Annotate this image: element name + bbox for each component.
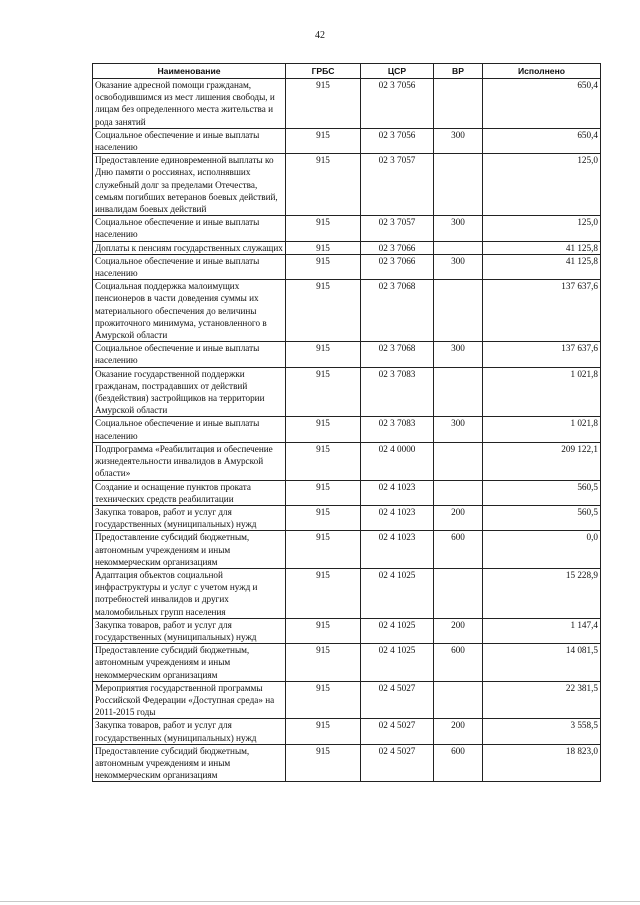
- table-header-row: [93, 64, 601, 79]
- row-vr-cell: [434, 367, 483, 417]
- row-name-cell: Закупка товаров, работ и услуг для государственных (муниципальных) нужд: [93, 618, 286, 643]
- table-row: [93, 216, 601, 241]
- row-vr-cell: 300: [434, 417, 483, 442]
- row-executed-cell: 0,0: [483, 531, 601, 569]
- header-name: Наименование: [93, 64, 286, 79]
- table-row: [93, 154, 601, 216]
- row-executed-cell: 41 125,8: [483, 254, 601, 279]
- row-executed-cell: 560,5: [483, 505, 601, 530]
- row-grbs-cell: 915: [286, 241, 361, 254]
- row-vr-cell: 300: [434, 128, 483, 153]
- table-row: [93, 568, 601, 618]
- row-vr-cell: [434, 154, 483, 216]
- row-vr-cell: 300: [434, 254, 483, 279]
- row-grbs-cell: 915: [286, 154, 361, 216]
- header-vr: ВР: [434, 64, 483, 79]
- row-csr-cell: 02 3 7057: [361, 216, 434, 241]
- row-grbs-cell: 915: [286, 128, 361, 153]
- row-grbs-cell: 915: [286, 505, 361, 530]
- row-executed-cell: 41 125,8: [483, 241, 601, 254]
- row-vr-cell: [434, 568, 483, 618]
- table-row: [93, 480, 601, 505]
- table-row: [93, 744, 601, 782]
- row-name-cell: Подпрограмма «Реабилитация и обеспечение жизнедеятельности инвалидов в Амурской области»: [93, 442, 286, 480]
- row-vr-cell: [434, 79, 483, 129]
- row-csr-cell: 02 4 1025: [361, 618, 434, 643]
- row-grbs-cell: 915: [286, 342, 361, 367]
- row-vr-cell: [434, 480, 483, 505]
- row-name-cell: Социальное обеспечение и иные выплаты населению: [93, 254, 286, 279]
- row-csr-cell: 02 4 5027: [361, 744, 434, 782]
- row-name-cell: Оказание адресной помощи гражданам, освободившимся из мест лишения свободы, и лицам без определенного места жительства и рода занятий: [93, 79, 286, 129]
- row-name-cell: Социальное обеспечение и иные выплаты населению: [93, 417, 286, 442]
- row-name-cell: Мероприятия государственной программы Российской Федерации «Доступная среда» на 2011-2015 годы: [93, 681, 286, 719]
- row-name-cell: Предоставление субсидий бюджетным, автономным учреждениям и иным некоммерческим организациям: [93, 644, 286, 682]
- row-grbs-cell: 915: [286, 644, 361, 682]
- row-executed-cell: 125,0: [483, 216, 601, 241]
- row-executed-cell: 18 823,0: [483, 744, 601, 782]
- row-csr-cell: 02 4 1025: [361, 644, 434, 682]
- row-name-cell: Закупка товаров, работ и услуг для государственных (муниципальных) нужд: [93, 505, 286, 530]
- row-vr-cell: 300: [434, 216, 483, 241]
- row-grbs-cell: 915: [286, 618, 361, 643]
- table-row: [93, 128, 601, 153]
- row-csr-cell: 02 3 7066: [361, 254, 434, 279]
- header-grbs: ГРБС: [286, 64, 361, 79]
- row-name-cell: Социальное обеспечение и иные выплаты населению: [93, 128, 286, 153]
- row-csr-cell: 02 4 0000: [361, 442, 434, 480]
- row-name-cell: Адаптация объектов социальной инфраструктуры и услуг с учетом нужд и потребностей инвалидов и других маломобильных групп населения: [93, 568, 286, 618]
- row-vr-cell: [434, 280, 483, 342]
- row-grbs-cell: 915: [286, 480, 361, 505]
- table-row: [93, 241, 601, 254]
- table-row: [93, 280, 601, 342]
- row-vr-cell: 200: [434, 618, 483, 643]
- row-grbs-cell: 915: [286, 442, 361, 480]
- row-name-cell: Предоставление субсидий бюджетным, автономным учреждениям и иным некоммерческим организациям: [93, 531, 286, 569]
- row-grbs-cell: 915: [286, 417, 361, 442]
- row-vr-cell: [434, 442, 483, 480]
- table-row: [93, 505, 601, 530]
- row-executed-cell: 22 381,5: [483, 681, 601, 719]
- row-executed-cell: 137 637,6: [483, 342, 601, 367]
- table-row: [93, 79, 601, 129]
- table-row: [93, 342, 601, 367]
- row-csr-cell: 02 3 7068: [361, 280, 434, 342]
- row-vr-cell: 200: [434, 719, 483, 744]
- table-row: [93, 719, 601, 744]
- table-row: [93, 417, 601, 442]
- row-csr-cell: 02 4 1023: [361, 480, 434, 505]
- row-executed-cell: 125,0: [483, 154, 601, 216]
- row-csr-cell: 02 4 5027: [361, 719, 434, 744]
- table-row: [93, 681, 601, 719]
- row-executed-cell: 560,5: [483, 480, 601, 505]
- table-row: [93, 644, 601, 682]
- header-csr: ЦСР: [361, 64, 434, 79]
- row-executed-cell: 15 228,9: [483, 568, 601, 618]
- row-name-cell: Оказание государственной поддержки гражданам, пострадавших от действий (бездействия) застройщиков на территории Амурской области: [93, 367, 286, 417]
- row-csr-cell: 02 3 7057: [361, 154, 434, 216]
- row-csr-cell: 02 4 1023: [361, 531, 434, 569]
- row-grbs-cell: 915: [286, 568, 361, 618]
- row-name-cell: Создание и оснащение пунктов проката технических средств реабилитации: [93, 480, 286, 505]
- table-row: [93, 618, 601, 643]
- row-grbs-cell: 915: [286, 280, 361, 342]
- row-grbs-cell: 915: [286, 719, 361, 744]
- row-csr-cell: 02 3 7068: [361, 342, 434, 367]
- row-executed-cell: 1 021,8: [483, 367, 601, 417]
- row-executed-cell: 3 558,5: [483, 719, 601, 744]
- table-row: [93, 254, 601, 279]
- row-csr-cell: 02 3 7056: [361, 79, 434, 129]
- row-name-cell: Предоставление единовременной выплаты ко Дню памяти о россиянах, исполнявших служебный долг за пределами Отечества, семьям погибших ветеранов боевых действий, инвалидам боевых действий: [93, 154, 286, 216]
- table-row: [93, 367, 601, 417]
- row-grbs-cell: 915: [286, 216, 361, 241]
- row-vr-cell: 600: [434, 531, 483, 569]
- row-csr-cell: 02 3 7083: [361, 367, 434, 417]
- row-name-cell: Социальная поддержка малоимущих пенсионеров в части доведения суммы их материального обеспечения до величины прожиточного минимума, установленного в Амурской области: [93, 280, 286, 342]
- row-grbs-cell: 915: [286, 254, 361, 279]
- header-executed: Исполнено: [483, 64, 601, 79]
- row-executed-cell: 650,4: [483, 128, 601, 153]
- row-vr-cell: [434, 681, 483, 719]
- row-executed-cell: 1 147,4: [483, 618, 601, 643]
- budget-execution-table: [92, 63, 601, 782]
- row-name-cell: Социальное обеспечение и иные выплаты населению: [93, 342, 286, 367]
- row-vr-cell: 300: [434, 342, 483, 367]
- row-vr-cell: [434, 241, 483, 254]
- page-number: 42: [315, 30, 325, 41]
- row-executed-cell: 137 637,6: [483, 280, 601, 342]
- row-csr-cell: 02 3 7083: [361, 417, 434, 442]
- row-executed-cell: 1 021,8: [483, 417, 601, 442]
- table-row: [93, 531, 601, 569]
- row-name-cell: Закупка товаров, работ и услуг для государственных (муниципальных) нужд: [93, 719, 286, 744]
- table-row: [93, 442, 601, 480]
- row-grbs-cell: 915: [286, 531, 361, 569]
- table-body: [93, 79, 601, 782]
- row-name-cell: Предоставление субсидий бюджетным, автономным учреждениям и иным некоммерческим организациям: [93, 744, 286, 782]
- row-name-cell: Социальное обеспечение и иные выплаты населению: [93, 216, 286, 241]
- row-vr-cell: 200: [434, 505, 483, 530]
- row-executed-cell: 14 081,5: [483, 644, 601, 682]
- row-grbs-cell: 915: [286, 744, 361, 782]
- row-executed-cell: 650,4: [483, 79, 601, 129]
- row-csr-cell: 02 4 1023: [361, 505, 434, 530]
- row-executed-cell: 209 122,1: [483, 442, 601, 480]
- scan-edge-divider: [0, 901, 640, 902]
- row-vr-cell: 600: [434, 644, 483, 682]
- row-name-cell: Доплаты к пенсиям государственных служащих: [93, 241, 286, 254]
- row-csr-cell: 02 3 7056: [361, 128, 434, 153]
- row-csr-cell: 02 4 1025: [361, 568, 434, 618]
- row-csr-cell: 02 3 7066: [361, 241, 434, 254]
- row-vr-cell: 600: [434, 744, 483, 782]
- row-grbs-cell: 915: [286, 681, 361, 719]
- row-grbs-cell: 915: [286, 79, 361, 129]
- row-csr-cell: 02 4 5027: [361, 681, 434, 719]
- row-grbs-cell: 915: [286, 367, 361, 417]
